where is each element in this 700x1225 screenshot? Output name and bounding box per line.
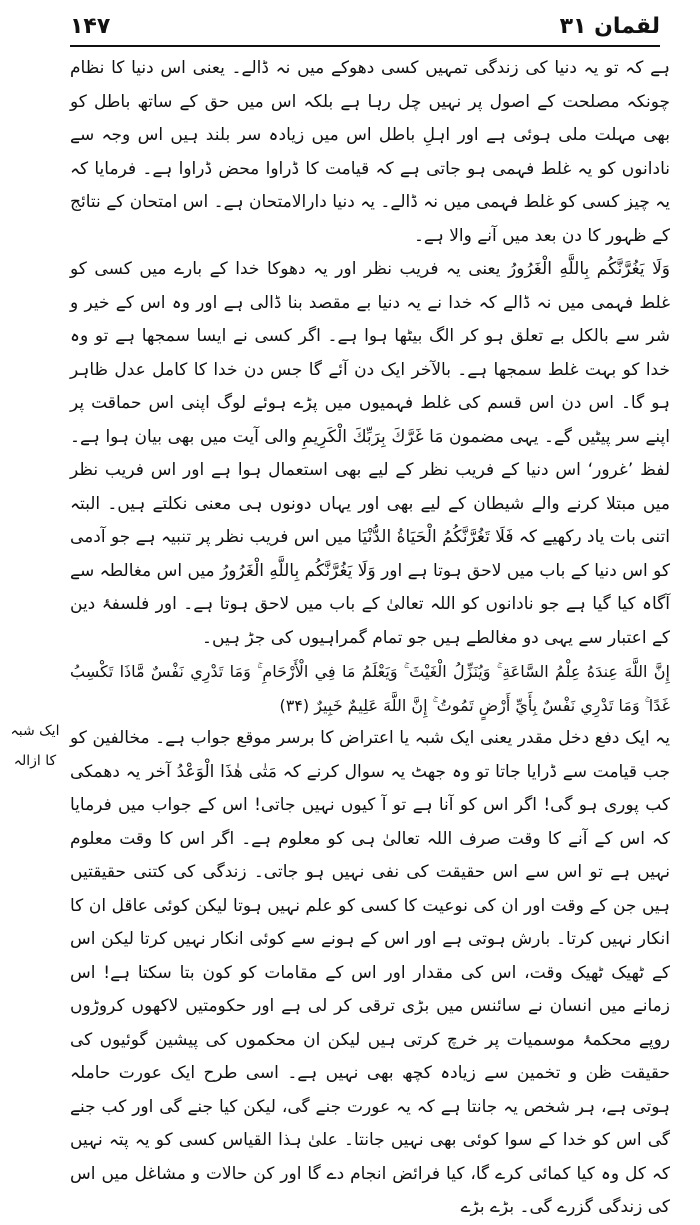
body-text (70, 52, 670, 1217)
page-number: ۱۴۷ (70, 13, 111, 39)
paragraph: ہے کہ تو یہ دنیا کی زندگی تمہیں کسی دھوکے میں نہ ڈالے۔ یعنی اس دنیا کا نظام چونکہ مصلحت کے اصول پر نہیں چل رہا ہے بلکہ اس میں حق کے ساتھ باطل کو بھی مہلت ملی ہوئی ہے اور اہلِ باطل اس میں زیادہ سر بلند ہیں اس وجہ سے نادانوں کو یہ غلط فہمی ہو جاتی ہے کہ قیامت کا ڈراوا محض ڈراوا ہے۔ فرمایا کہ یہ چیز کسی کو غلط فہمی میں نہ ڈالے۔ یہ دنیا دارالامتحان ہے۔ اس امتحان کے نتائج کے ظہور کا دن بعد میں آنے والا ہے۔ (70, 58, 670, 246)
header-divider (70, 45, 660, 47)
quran-verse: إِنَّ اللَّهَ عِندَهُ عِلْمُ السَّاعَةِ ۚ وَيُنَزِّلُ الْغَيْثَ ۚ وَيَعْلَمُ مَا فِي الْأَرْحَامِ ۚ وَمَا تَدْرِي نَفْسٌ مَّاذَا تَكْسِبُ غَدًا ۚ وَمَا تَدْرِي نَفْسٌ بِأَيِّ أَرْضٍ تَمُوتُ ۚ إِنَّ اللَّهَ عَلِيمٌ خَبِيرٌ (۳۴) (70, 662, 670, 715)
paragraph: وَلَا يَغُرَّنَّكُم بِاللَّهِ الْغَرُورُ یعنی یہ فریب نظر اور یہ دھوکا خدا کے بارے میں کسی کو غلط فہمی میں نہ ڈالے کہ خدا نے یہ دنیا بے مقصد بنا ڈالی ہے اور وہ اس کے خیر و شر سے بالکل بے تعلق ہو کر الگ بیٹھا ہوا ہے۔ اگر کسی نے ایسا سمجھا ہے تو وہ خدا کو بہت غلط سمجھا ہے۔ بالآخر ایک دن آئے گا جس دن خدا کا کامل عدل ظاہر ہو گا۔ اس دن اس قسم کی غلط فہمیوں میں پڑے ہوئے لوگ اپنی اس حماقت پر اپنے سر پیٹیں گے۔ یہی مضمون مَا غَرَّكَ بِرَبِّكَ الْكَرِيمِ والی آیت میں بھی بیان ہوا ہے۔ لفظ ’غرور‘ اس دنیا کے فریب نظر کے لیے بھی استعمال ہوا ہے اور اس فریب نظر میں مبتلا کرنے والے شیطان کے لیے بھی اور یہاں دونوں ہی معنی نکلتے ہیں۔ البتہ اتنی بات یاد رکھیے کہ فَلَا تَغُرَّنَّكُمُ الْحَيَاةُ الدُّنْيَا میں اس فریب نظر پر تنبیہ ہے جو آدمی کو اس دنیا کے باب میں لاحق ہوتا ہے اور وَلَا يَغُرَّنَّكُم بِاللَّهِ الْغَرُورُ میں اس مغالطہ سے آگاہ کیا گیا ہے جو نادانوں کو اللہ تعالیٰ کے باب میں لاحق ہوتا ہے۔ اور فلسفۂ دین کے اعتبار سے یہی دو مغالطے ہیں جو تمام گمراہیوں کی جڑ ہیں۔ (70, 259, 670, 648)
page-header (70, 8, 660, 44)
chapter-title: لقمان ۳۱ (559, 13, 660, 39)
paragraph: یہ ایک دفع دخل مقدر یعنی ایک شبہ یا اعتراض کا برسر موقع جواب ہے۔ مخالفین کو جب قیامت سے ڈرایا جاتا تو وہ جھٹ یہ سوال کرنے کہ مَتٰی ھٰذَا الْوَعْدُ آخر یہ دھمکی کب پوری ہو گی! اگر اس کو آنا ہے تو آ کیوں نہیں جاتی! اس کے جواب میں فرمایا کہ اس کے آنے کا وقت صرف اللہ تعالیٰ ہی کو معلوم ہے۔ اگر اس کا وقت معلوم نہیں ہے تو اس سے اس حقیقت کی نفی نہیں ہو جاتی۔ زندگی کی کتنی حقیقتیں ہیں جن کے وقت اور ان کی نوعیت کا کسی کو علم نہیں ہوتا لیکن کوئی عاقل ان کا انکار نہیں کرتا۔ بارش ہوتی ہے اور اس کے ہونے سے کوئی انکار نہیں کرتا لیکن اس کے ٹھیک ٹھیک وقت، اس کی مقدار اور اس کے مقامات کو کون بتا سکتا ہے! اس زمانے میں انسان نے سائنس میں بڑی ترقی کر لی ہے اور حکومتیں لاکھوں کروڑوں روپے محکمۂ موسمیات پر خرچ کرتی ہیں لیکن ان محکموں کی پیشین گوئیوں کی حقیقت ظن و تخمین سے زیادہ کچھ بھی نہیں ہے۔ اسی طرح ایک عورت حاملہ ہوتی ہے، ہر شخص یہ جانتا ہے کہ یہ عورت جنے گی، لیکن کیا جنے گی اور کب جنے گی اس کو خدا کے سوا کوئی بھی نہیں جانتا۔ علیٰ ہذا القیاس کسی کو یہ پتہ نہیں کہ کل وہ کیا کمائی کرے گا، کیا فرائض انجام دے گا اور کن حالات و مشاغل میں اس کی زندگی گزرے گی۔ بڑے بڑے (70, 728, 670, 1217)
margin-note: ایک شبہ کا ازالہ (10, 723, 60, 769)
